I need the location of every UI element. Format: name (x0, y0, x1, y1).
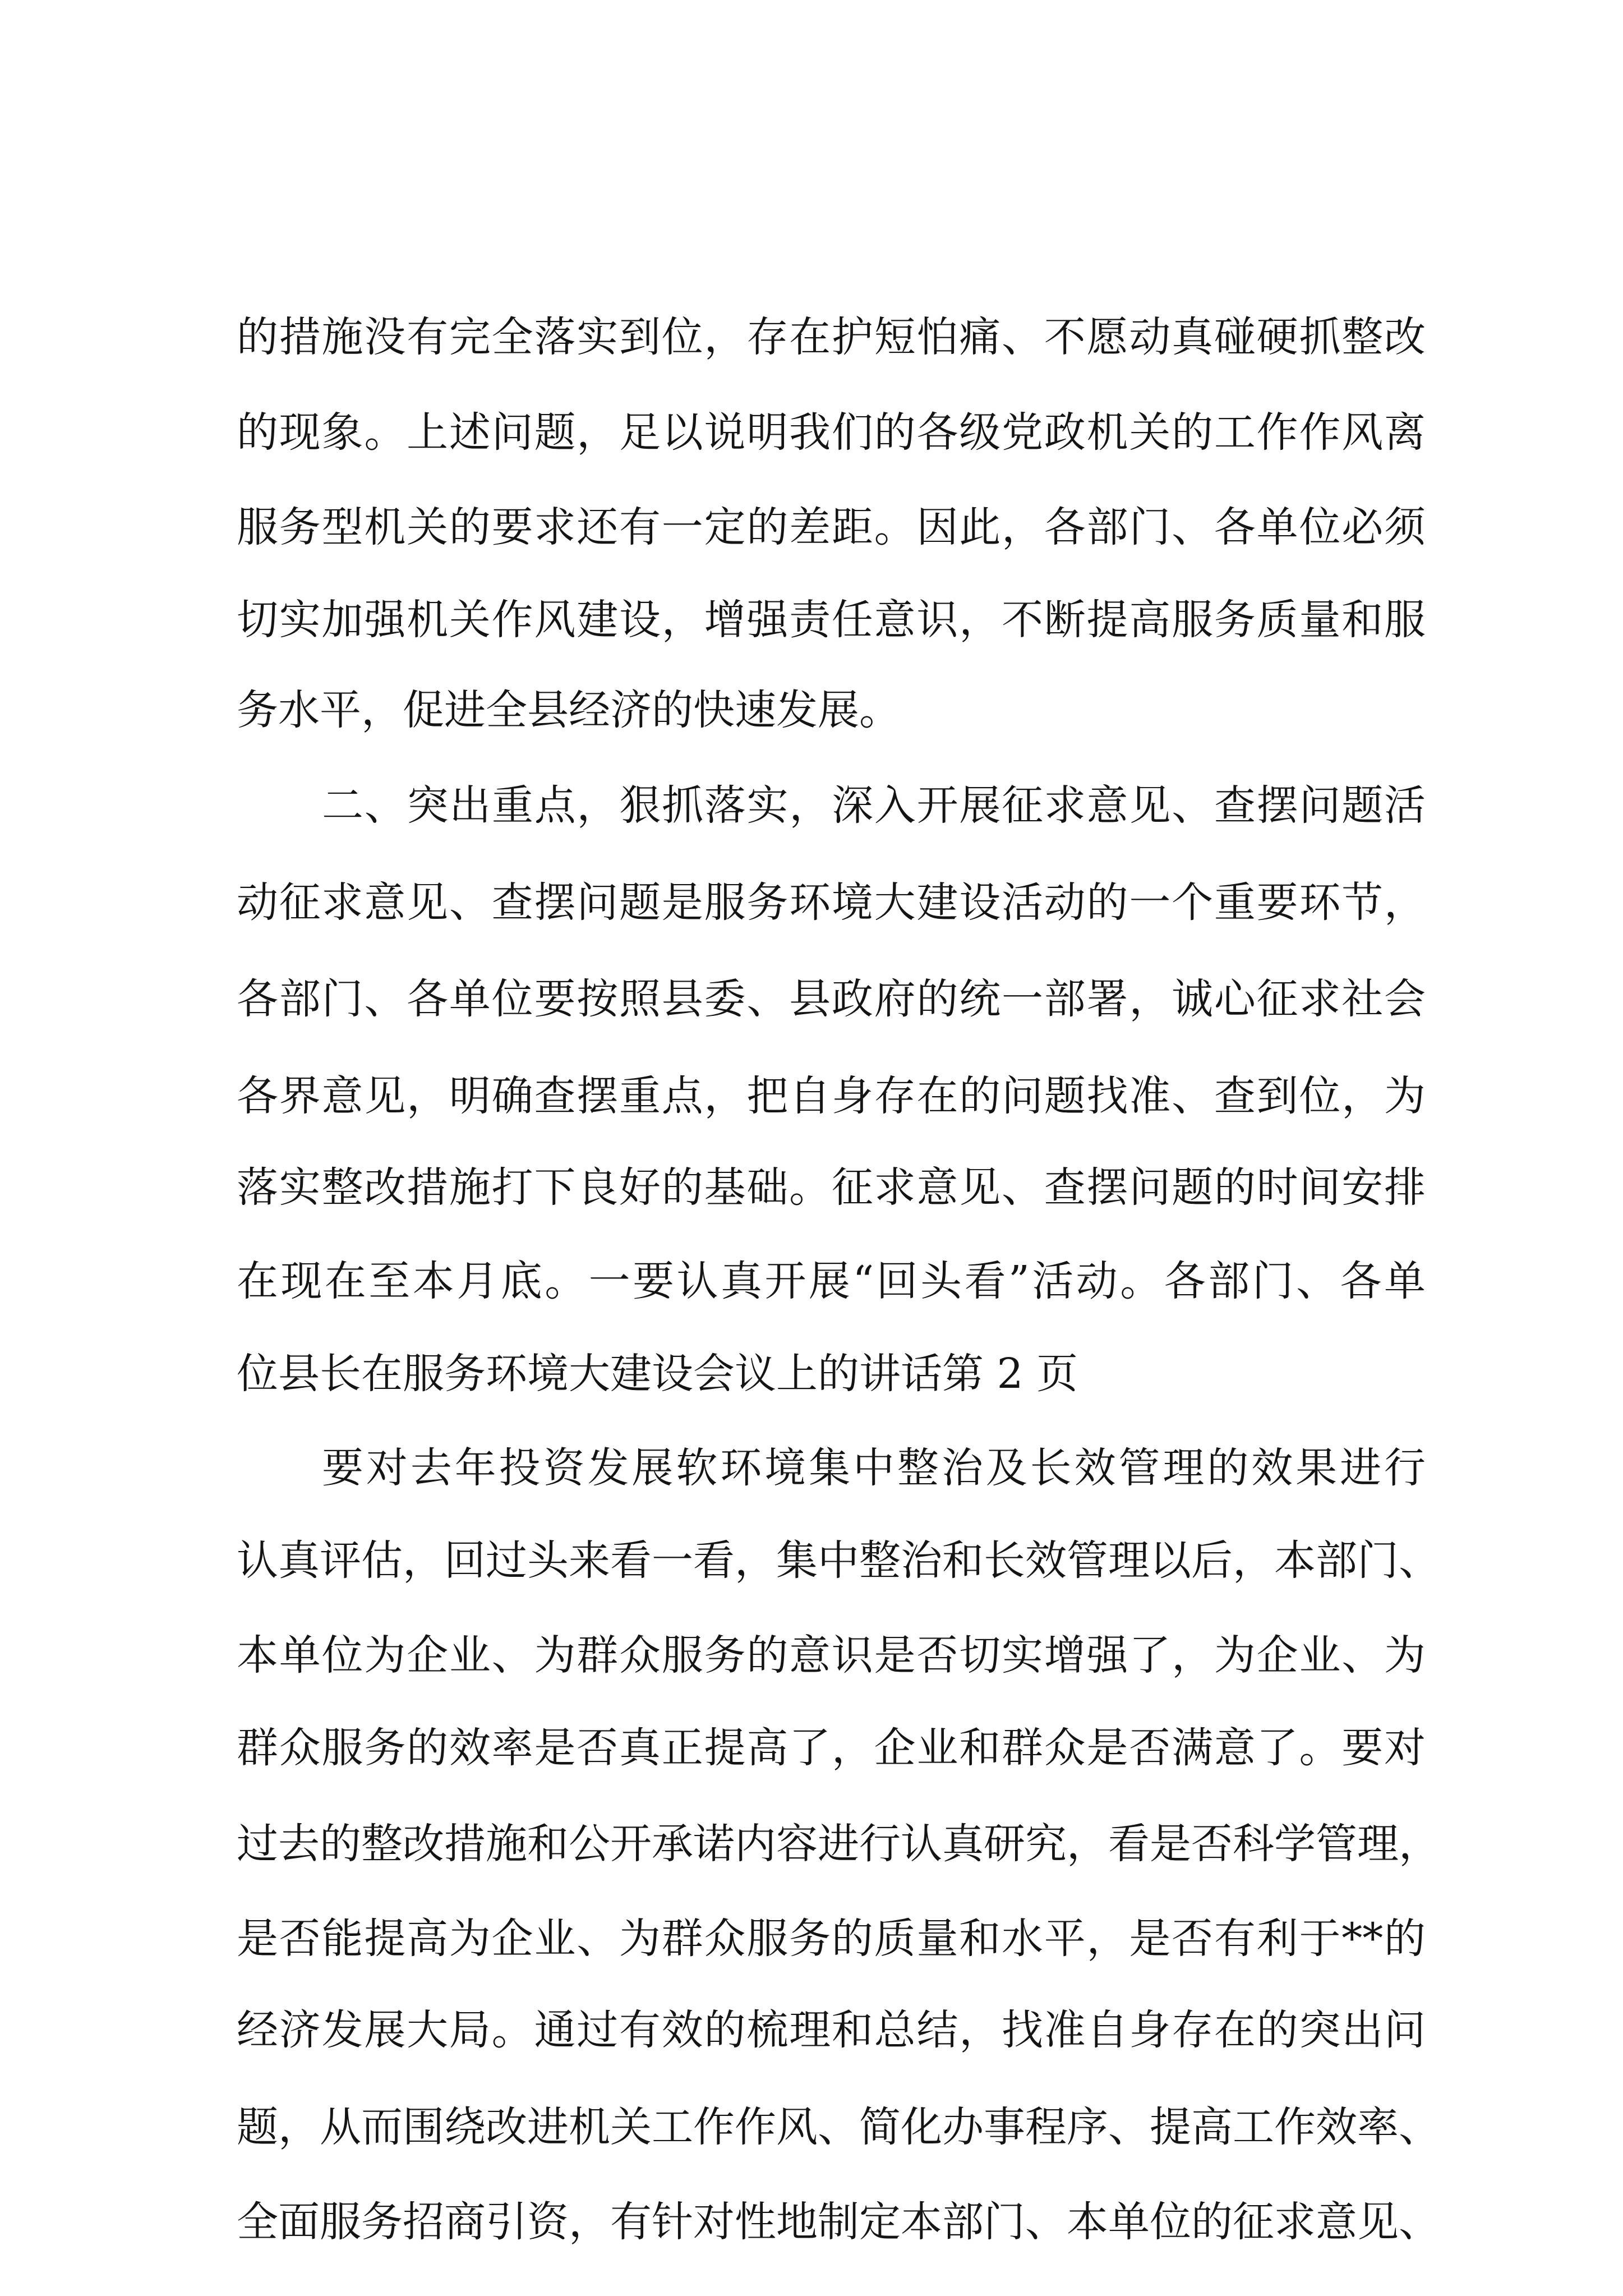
body-text-line: 认真评估，回过头来看一看，集中整治和长效管理以后，本部门、 (237, 1536, 1440, 1585)
paragraph-first-line: 要对去年投资发展软环境集中整治及长效管理的效果进行 (322, 1444, 1426, 1492)
body-text-line: 群众服务的效率是否真正提高了，企业和群众是否满意了。要对 (237, 1724, 1426, 1772)
section-heading-line: 二、突出重点，狠抓落实，深入开展征求意见、查摆问题活 (322, 781, 1426, 830)
body-text-line: 的措施没有完全落实到位，存在护短怕痛、不愿动真碰硬抓整改 (237, 313, 1426, 361)
body-text-line: 本单位为企业、为群众服务的意识是否切实增强了，为企业、为 (237, 1631, 1426, 1680)
body-text-line: 的现象。上述问题，足以说明我们的各级党政机关的工作作风离 (237, 408, 1426, 457)
body-text-line: 务水平，促进全县经济的快速发展。 (237, 686, 901, 734)
body-text-line: 过去的整改措施和公开承诺内容进行认真研究，看是否科学管理， (237, 1820, 1440, 1868)
body-text-line: 各部门、各单位要按照县委、县政府的统一部署，诚心征求社会 (237, 975, 1426, 1023)
body-text-line: 全面服务招商引资，有针对性地制定本部门、本单位的征求意见、 (237, 2198, 1440, 2246)
body-text-line: 服务型机关的要求还有一定的差距。因此，各部门、各单位必须 (237, 503, 1426, 551)
body-text-line: 切实加强机关作风建设，增强责任意识，不断提高服务质量和服 (237, 596, 1426, 644)
body-text-line: 经济发展大局。通过有效的梳理和总结，找准自身存在的突出问 (237, 2006, 1426, 2054)
body-text-line: 在现在至本月底。一要认真开展“回头看”活动。各部门、各单 (237, 1257, 1426, 1305)
body-text-line: 各界意见，明确查摆重点，把自身存在的问题找准、查到位，为 (237, 1072, 1426, 1120)
body-text-line: 题，从而围绕改进机关工作作风、简化办事程序、提高工作效率、 (237, 2103, 1440, 2151)
body-text-line: 是否能提高为企业、为群众服务的质量和水平，是否有利于**的 (237, 1915, 1426, 1963)
body-text-line: 位县长在服务环境大建设会议上的讲话第 2 页 (237, 1350, 1078, 1398)
body-text-line: 落实整改措施打下良好的基础。征求意见、查摆问题的时间安排 (237, 1163, 1426, 1212)
body-text-line: 动征求意见、查摆问题是服务环境大建设活动的一个重要环节， (237, 878, 1426, 927)
